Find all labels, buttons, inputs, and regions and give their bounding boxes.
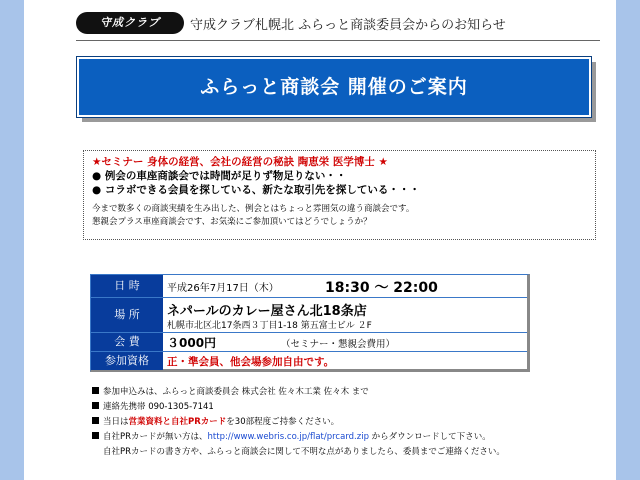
note-materials-post: を30部程度ご持参ください。 xyxy=(226,417,340,427)
note-download-post: からダウンロードして下さい。 xyxy=(368,432,491,442)
square-bullet-icon xyxy=(92,417,99,424)
note-phone: 連絡先携帯 090-1305-7141 xyxy=(103,402,214,412)
qualification-row xyxy=(91,352,527,370)
note-item xyxy=(92,445,602,460)
bullet-line-1: ● 例会の車座商談会では時間が足りず物足りない・・ xyxy=(92,170,347,182)
note-item xyxy=(92,415,602,430)
prcard-download-link[interactable]: http://www.webris.co.jp/flat/prcard.zip xyxy=(207,432,369,442)
header-title: 守成クラブ札幌北 ふらっと商談委員会からのお知らせ xyxy=(190,18,506,33)
intro-text-1: 今まで数多くの商談実績を生み出した、例会とはちょっと雰囲気の違う商談会です。 xyxy=(92,204,415,214)
note-item xyxy=(92,400,602,415)
header-divider xyxy=(76,40,600,41)
place-label: 場 所 xyxy=(91,298,163,332)
bullet-line-2: ● コラボできる会員を探している、新たな取引先を探している・・・ xyxy=(92,184,420,196)
event-info-table xyxy=(90,274,530,372)
fee-row xyxy=(91,333,527,351)
intro-text-2: 懇親会プラス車座商談会です、お気楽にご参加頂いてはどうでしょうか？ xyxy=(92,217,372,227)
seminar-line: ★セミナー 身体の経営、会社の経営の秘訣 陶恵栄 医学博士 ★ xyxy=(92,156,388,168)
note-contact: 自社PRカードの書き方や、ふらっと商談会に関して不明な点がありましたら、委員までご連絡ください。 xyxy=(103,447,505,457)
notes-list xyxy=(92,385,602,460)
square-bullet-icon xyxy=(92,387,99,394)
note-item xyxy=(92,385,602,400)
qualification-value: 正・準会員、他会場参加自由です。 xyxy=(167,356,335,368)
square-bullet-icon xyxy=(92,432,99,439)
fee-value: ３000円 xyxy=(167,336,217,350)
time-value: 18:30 〜 22:00 xyxy=(325,280,438,296)
date-row xyxy=(91,275,527,297)
intro-box xyxy=(83,150,596,240)
square-bullet-icon xyxy=(92,402,99,409)
date-value: 平成26年7月17日（木） xyxy=(167,283,279,294)
notice-page xyxy=(24,0,616,480)
note-application: 参加申込みは、ふらっと商談委員会 株式会社 佐々木工業 佐々木 まで xyxy=(103,387,369,397)
note-materials-highlight: 営業資料と自社PRカード xyxy=(128,417,227,427)
event-title-banner: ふらっと商談会 開催のご案内 xyxy=(77,57,591,117)
place-name: ネパールのカレー屋さん北18条店 xyxy=(167,304,367,319)
note-item xyxy=(92,430,602,445)
qualification-label: 参加資格 xyxy=(91,352,163,370)
note-materials-pre: 当日は xyxy=(103,417,129,427)
note-download-pre: 自社PRカードが無い方は、 xyxy=(103,432,208,442)
club-logo: 守成クラブ xyxy=(76,12,184,34)
fee-label: 会 費 xyxy=(91,333,163,351)
place-address: 札幌市北区北17条西３丁目1-18 第五富士ビル ２F xyxy=(167,321,372,331)
place-row xyxy=(91,298,527,332)
fee-note: （セミナー・懇親会費用） xyxy=(281,339,396,350)
date-label: 日 時 xyxy=(91,275,163,297)
